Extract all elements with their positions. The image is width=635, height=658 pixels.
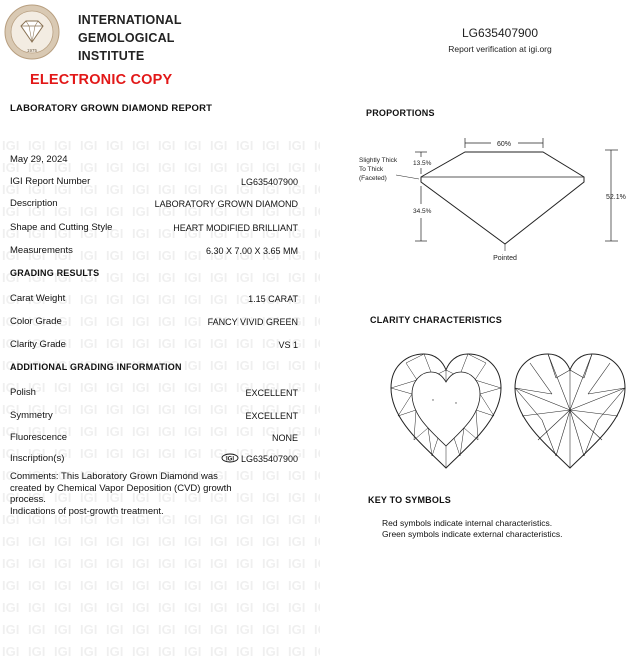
report-date: May 29, 2024 <box>10 154 68 165</box>
key-to-symbols-heading: KEY TO SYMBOLS <box>368 495 451 505</box>
field-label: Color Grade <box>10 316 62 327</box>
girdle-label-line1: Slightly Thick <box>359 157 398 164</box>
field-label: IGI Report Number <box>10 176 91 187</box>
field-value: NONE <box>271 433 298 443</box>
diamond-profile-outline <box>421 152 584 244</box>
pavilion-percent: 34.5% <box>413 208 432 215</box>
field-label: Symmetry <box>10 410 53 421</box>
comments-line: process. <box>10 494 46 505</box>
fluorescence-row <box>10 431 298 445</box>
carat-weight-row <box>10 292 298 306</box>
field-value: 6.30 X 7.00 X 3.65 MM <box>205 246 298 256</box>
color-grade-row <box>10 315 298 329</box>
depth-percent: 52.1% <box>606 194 626 201</box>
field-label: Polish <box>10 387 36 398</box>
description-row <box>10 197 298 211</box>
field-label: Measurements <box>10 245 73 256</box>
igi-mini-logo-icon <box>221 453 239 463</box>
inscription-value <box>221 452 298 466</box>
symmetry-row <box>10 409 298 423</box>
header-report-number: LG635407900 <box>461 26 539 40</box>
clarity-grade-row <box>10 338 298 352</box>
proportions-heading: PROPORTIONS <box>366 108 435 118</box>
org-name-line2: GEMOLOGICAL <box>78 31 175 45</box>
field-value: FANCY VIVID GREEN <box>207 317 298 327</box>
heart-pavilion-view-diagram <box>512 350 628 472</box>
clarity-characteristics-heading: CLARITY CHARACTERISTICS <box>370 315 502 325</box>
field-label: Description <box>10 198 58 209</box>
electronic-copy-label: ELECTRONIC COPY <box>30 72 173 88</box>
culet-label: Pointed <box>493 255 517 262</box>
field-value: LG635407900 <box>240 177 298 187</box>
key-external-line: Green symbols indicate external characteristics. <box>382 529 563 539</box>
inscription-row <box>10 452 298 466</box>
seal-year: 1975 <box>26 48 38 53</box>
comments-line: Comments: This Laboratory Grown Diamond was <box>10 471 218 482</box>
table-percent: 60% <box>496 141 512 148</box>
field-value: EXCELLENT <box>245 388 298 398</box>
proportions-diagram <box>355 130 630 265</box>
report-number-row <box>10 175 298 189</box>
additional-grading-heading: ADDITIONAL GRADING INFORMATION <box>10 362 182 372</box>
field-value: HEART MODIFIED BRILLIANT <box>173 223 298 233</box>
field-value: VS 1 <box>278 340 298 350</box>
org-name-line3: INSTITUTE <box>78 49 145 63</box>
report-title: LABORATORY GROWN DIAMOND REPORT <box>10 103 213 114</box>
comments-line: created by Chemical Vapor Deposition (CVD) growth <box>10 482 232 494</box>
report-verification-link[interactable]: Report verification at igi.org <box>448 44 552 54</box>
field-label: Carat Weight <box>10 293 66 304</box>
report-date-row <box>10 153 298 167</box>
field-label: Clarity Grade <box>10 339 66 350</box>
inscription-text: LG635407900 <box>240 454 298 464</box>
field-label: Fluorescence <box>10 432 68 443</box>
measurements-row <box>10 244 298 258</box>
comments <box>10 471 300 517</box>
field-value: LABORATORY GROWN DIAMOND <box>154 199 298 209</box>
polish-row <box>10 386 298 400</box>
crown-percent: 13.5% <box>413 160 432 167</box>
field-label: Inscription(s) <box>10 453 65 464</box>
field-value: EXCELLENT <box>245 411 298 421</box>
comments-line: Indications of post-growth treatment. <box>10 505 164 517</box>
field-label: Shape and Cutting Style <box>10 222 113 233</box>
girdle-label-line2: To Thick <box>359 166 384 173</box>
field-value: 1.15 CARAT <box>248 294 298 304</box>
igi-seal-logo <box>4 4 60 60</box>
org-name-line1: INTERNATIONAL <box>78 13 182 27</box>
svg-text:IGI: IGI <box>225 456 234 463</box>
key-internal-line: Red symbols indicate internal characteristics. <box>382 518 553 528</box>
heart-crown-view-diagram <box>388 350 504 472</box>
organization-name <box>78 11 182 65</box>
girdle-label-line3: (Faceted) <box>359 175 387 182</box>
grading-results-heading: GRADING RESULTS <box>10 268 100 278</box>
shape-row <box>10 221 298 235</box>
